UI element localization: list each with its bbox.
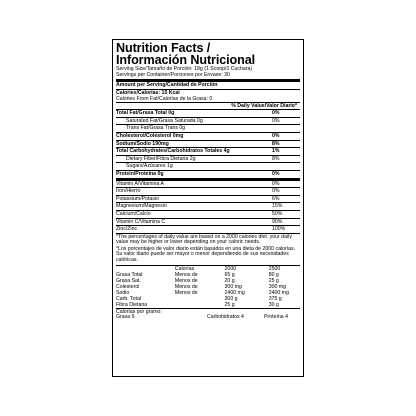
vitamin-label: Iron/Hierro (116, 188, 141, 195)
vitamin-percent: 6% (272, 195, 280, 202)
dv-table-cell: Fibra Dietaria (116, 301, 148, 308)
vitamin-percent: 90% (272, 218, 283, 225)
serving-size: Serving Size/Tamaño de Porción: 18g (1 Scoop/1 Cuchara) (116, 66, 253, 72)
daily-value-reference-table (116, 266, 300, 308)
dv-table-cell: 25 g (224, 301, 235, 308)
calories-per-gram (116, 315, 300, 321)
dv-table-cell: 2000 (224, 265, 237, 272)
vitamin-row (116, 196, 300, 203)
nutrient-label: Total Carbohydrates/Carbohidratos Totales 4g (116, 148, 230, 155)
vitamin-percent: 0% (272, 188, 280, 195)
nutrient-row (116, 141, 300, 148)
per-gram-fat: Grasa 9 (116, 314, 135, 321)
dv-table-cell: 300 g (224, 295, 238, 302)
nutrient-label: Cholesterol/Colesterol 0mg (116, 132, 184, 139)
vitamin-row (116, 211, 300, 218)
nutrient-percent: 0% (272, 170, 280, 177)
vitamin-row (116, 219, 300, 226)
dv-table-cell: 300 mg (268, 283, 287, 290)
nutrient-percent: 8% (272, 155, 280, 162)
servings-per-container: Servings per Container/Porciones por Envase: 30 (116, 71, 230, 78)
vitamin-percent: 15% (272, 203, 283, 210)
vitamin-label: Potassium/Potasio (116, 195, 159, 202)
vitamin-row (116, 188, 300, 195)
nutrient-percent (272, 163, 300, 170)
dv-table-cell: Menos de (174, 289, 198, 296)
calories-per-gram-title: Calorías por gramo: (116, 308, 162, 315)
dv-table-cell: Carb. Total (116, 295, 141, 302)
nutrient-label: Protein/Proteína 0g (116, 170, 164, 177)
dv-table-cell: Calorías (174, 265, 195, 272)
dv-table-cell: Menos de (174, 271, 198, 278)
vitamin-label: Vitamin A/Vitamina A (116, 180, 164, 187)
nutrient-label: Saturated Fat/Grasa Saturada 0g (126, 117, 203, 124)
dv-table-cell: 2500 (268, 265, 281, 272)
per-gram-carbs: Carbohidratos 4 (207, 314, 244, 321)
dv-table-cell: 25 g (268, 277, 279, 284)
dv-table-cell: 375 g (268, 295, 282, 302)
dv-table-cell: 2400 mg (224, 289, 245, 296)
nutrient-row (116, 163, 300, 170)
vitamin-percent: 0% (272, 180, 280, 187)
footnote-spanish: *Los porcentajes de valor diario están basados en una dieta de 2000 calorías. Su valor diario puede ser mayor o menor dependiendo de sus necesidades calóricas. (116, 245, 296, 264)
vitamin-label: Zinc/Zinc (116, 226, 138, 233)
nutrient-percent: 0% (272, 117, 280, 124)
vitamin-label: Magnesium/Magnesio (116, 203, 167, 210)
dv-table-cell: Menos de (174, 277, 198, 284)
calories-from-fat: Calories From Fat/Calorías de la Grasa: 0 (116, 95, 213, 102)
nutrient-percent: 0% (272, 110, 280, 117)
vitamin-label: Calcium/Calcio (116, 210, 151, 217)
footnote-english: *The percentages of daily value are based on a 2000 calories diet. your daily value may be higher or lower depending on your caloric needs. (116, 233, 292, 246)
nutrient-percent: 8% (272, 140, 280, 147)
nutrient-label: Total Fat/Grasa Total 0g (116, 110, 175, 117)
daily-value-header: % Daily Value/Valor Diario* (231, 102, 297, 109)
title-english: Nutrition Facts / (116, 41, 211, 55)
nutrient-row (116, 133, 300, 140)
dv-table-cell: Grasa Sat. (116, 277, 141, 284)
calories: Calories/Calorías: 15 Kcal (116, 89, 180, 96)
dv-table (116, 266, 300, 308)
dv-table-cell: Sodio (116, 289, 130, 296)
vitamin-row (116, 203, 300, 210)
vitamin-list (116, 181, 300, 233)
nutrient-label: Dietary Fiber/Fibra Dietaria 2g (126, 155, 196, 162)
nutrient-list (116, 109, 300, 177)
nutrient-percent: 0% (272, 132, 280, 139)
nutrient-row (116, 125, 300, 132)
dv-table-cell: 80 g (268, 271, 279, 278)
nutrient-row (116, 156, 300, 163)
dv-table-cell: 2400 mg (268, 289, 289, 296)
dv-table-cell: 20 g (224, 277, 235, 284)
vitamin-row (116, 181, 300, 188)
nutrient-percent (272, 125, 300, 132)
nutrient-label: Sugars/Azúcares 1g (126, 163, 173, 170)
vitamin-row (116, 226, 300, 233)
dv-table-cell: 30 g (268, 301, 279, 308)
amount-per-serving-header: Amount per Serving/Cantidad de Porción (116, 82, 218, 89)
nutrient-row (116, 148, 300, 155)
nutrient-row (116, 171, 300, 178)
dv-table-cell: 300 mg (224, 283, 242, 290)
nutrition-facts-label (112, 39, 304, 377)
nutrient-row (116, 118, 300, 125)
vitamin-percent: 50% (272, 210, 283, 217)
nutrient-row (116, 110, 300, 117)
title-spanish: Información Nutricional (116, 53, 256, 67)
dv-table-cell: Menos de (174, 283, 198, 290)
dv-table-cell: Colesterol (116, 283, 140, 290)
nutrient-percent: 1% (272, 148, 280, 155)
dv-table-cell: 65 g (224, 271, 235, 278)
per-gram-protein: Proteína 4 (264, 314, 288, 321)
dv-table-cell: Grasa Total (116, 271, 143, 278)
vitamin-percent: 100% (272, 226, 286, 233)
nutrient-label: Trans Fat/Grasa Trans 0g (126, 125, 186, 132)
nutrient-label: Sodium/Sodio 190mg (116, 140, 169, 147)
vitamin-label: Vitamin C/Vitamina C (116, 218, 166, 225)
